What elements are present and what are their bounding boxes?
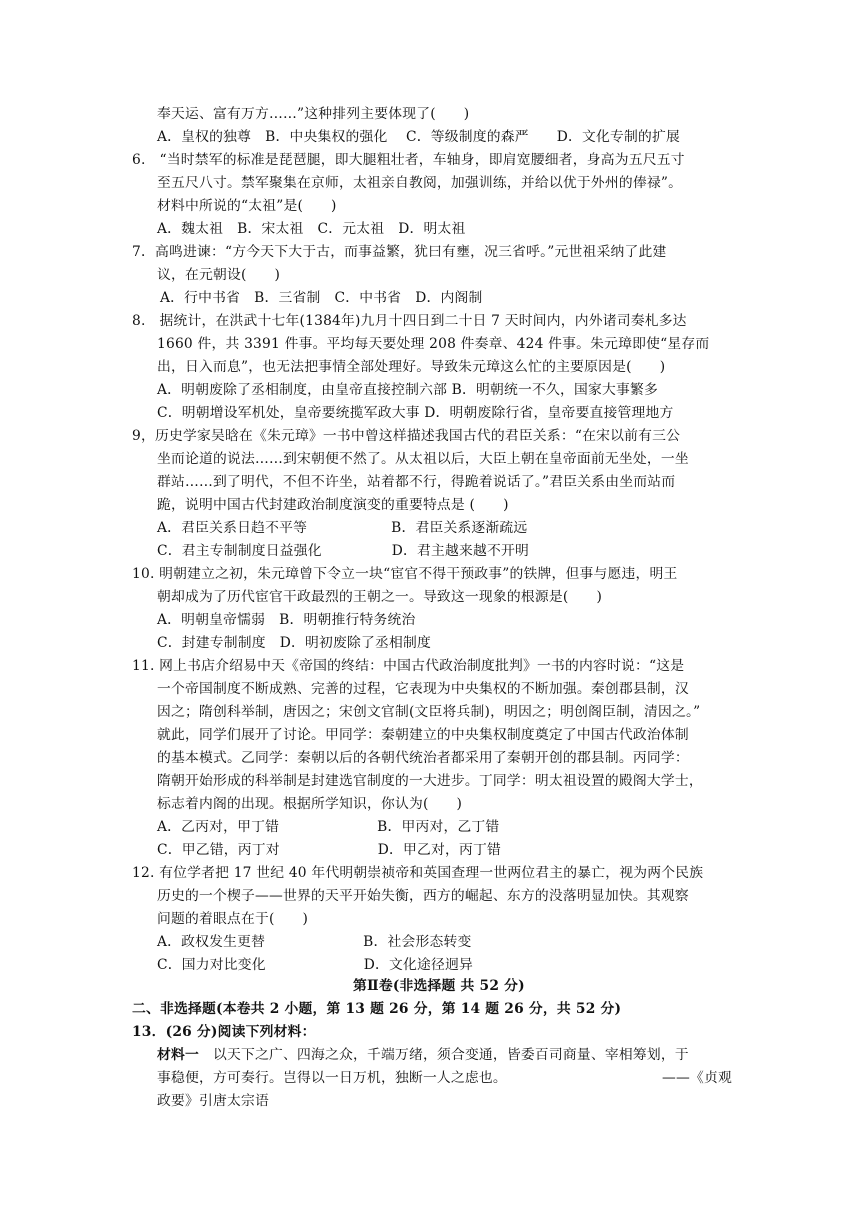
q11-stem-line-5: 的基本模式。乙同学：秦朝以后的各朝代统治者都采用了秦朝开创的郡县制。丙同学： — [157, 750, 689, 766]
q13-heading: 13．(26 分)阅读下列材料： — [132, 1024, 316, 1040]
q9-options-cd: C．君主专制制度日益强化 D．君主越来越不开明 — [157, 543, 529, 559]
q5-stem-tail: 奉天运、富有万方……”这种排列主要体现了( ) — [157, 106, 470, 122]
q11-stem-line-7: 标志着内阁的出现。根据所学知识，你认为( ) — [157, 796, 463, 812]
q13-material-1-source-b: 政要》引唐太宗语 — [157, 1093, 269, 1109]
section-2-title: 第Ⅱ卷(非选择题 共 52 分) — [353, 978, 525, 994]
q8-stem-line-3: 出，日入而息”，也无法把事情全部处理好。导致朱元璋这么忙的主要原因是( ) — [157, 359, 666, 375]
q11-stem-line-1: 11. 网上书店介绍易中天《帝国的终结：中国古代政治制度批判》一书的内容时说：“这是 — [132, 658, 685, 674]
q8-options-ab: A．明朝废除了丞相制度，由皇帝直接控制六部 B．明朝统一不久，国家大事繁多 — [157, 382, 658, 398]
q6-stem-line-1: 6. “当时禁军的标准是琵琶腿，即大腿粗壮者，车轴身，即肩宽腰细者，身高为五尺五寸 — [132, 152, 685, 168]
q12-stem-line-2: 历史的一个楔子——世界的天平开始失衡，西方的崛起、东方的没落明显加快。其观察 — [157, 888, 689, 904]
q11-stem-line-4: 就此，同学们展开了讨论。甲同学：秦朝建立的中央集权制度奠定了中国古代政治体制 — [157, 727, 689, 743]
q13-material-1-line-1 — [157, 1045, 689, 1065]
q9-stem-line-4: 跪，说明中国古代封建政治制度演变的重要特点是 ( ) — [157, 497, 509, 513]
q10-options-ab: A．明朝皇帝懦弱 B．明朝推行特务统治 — [157, 612, 416, 628]
q11-stem-line-6: 隋朝开始形成的科举制是封建选官制度的一大进步。丁同学：明太祖设置的殿阁大学士， — [157, 773, 703, 789]
q12-options-ab: A．政权发生更替 B．社会形态转变 — [157, 934, 472, 950]
q9-stem-line-3: 群站……到了明代，不但不许坐，站着都不行，得跪着说话了。”君臣关系由坐而站而 — [157, 474, 676, 490]
q7-stem-line-1: 7．高鸣进谏：“方今天下大于古，而事益繁，犹曰有壅，况三省呼。”元世祖采纳了此建 — [132, 244, 667, 260]
q13-material-1-source-a: ——《贞观 — [662, 1070, 732, 1086]
q8-options-cd: C．明朝增设军机处，皇帝要统揽军政大事 D．明朝废除行省，皇帝要直接管理地方 — [157, 405, 674, 421]
q10-options-cd: C．封建专制制度 D．明初废除了丞相制度 — [157, 635, 431, 651]
q7-stem-line-2: 议，在元朝设( ) — [157, 267, 281, 283]
q11-stem-line-2: 一个帝国制度不断成熟、完善的过程，它表现为中央集权的不断加强。秦创郡县制，汉 — [157, 681, 689, 697]
q8-stem-line-1: 8. 据统计，在洪武十七年(1384年)九月十四日到二十日 7 天时间内，内外诸司奏札多达 — [132, 313, 687, 329]
q6-stem-line-2: 至五尺八寸。禁军聚集在京师，太祖亲自教阅，加强训练，并给以优于外州的俸禄”。 — [157, 175, 683, 191]
q9-options-ab: A．君臣关系日趋不平等 B．君臣关系逐渐疏远 — [157, 520, 528, 536]
q6-options: A．魏太祖 B．宋太祖 C．元太祖 D．明太祖 — [157, 221, 466, 237]
section-2-instructions: 二、非选择题(本卷共 2 小题，第 13 题 26 分，第 14 题 26 分，共 52 分) — [132, 1001, 622, 1017]
q9-stem-line-2: 坐而论道的说法……到宋朝便不然了。从太祖以后，大臣上朝在皇帝面前无坐处，一坐 — [157, 451, 689, 467]
q11-options-cd: C．甲乙错，丙丁对 D．甲乙对，丙丁错 — [157, 842, 501, 858]
q9-stem-line-1: 9，历史学家吴晗在《朱元璋》一书中曾这样描述我国古代的君臣关系：“在宋以前有三公 — [132, 428, 681, 444]
q12-options-cd: C．国力对比变化 D．文化途径迥异 — [157, 957, 473, 973]
q11-options-ab: A．乙丙对，甲丁错 B．甲丙对，乙丁错 — [157, 819, 500, 835]
q11-stem-line-3: 因之；隋创科举制，唐因之；宋创文官制(文臣将兵制)，明因之；明创阁臣制，清因之。” — [157, 704, 701, 720]
q10-stem-line-1: 10. 明朝建立之初，朱元璋曾下令立一块“宦官不得干预政事”的铁牌，但事与愿违，明王 — [132, 566, 678, 582]
q7-options: A．行中书省 B．三省制 C．中书省 D．内阁制 — [160, 290, 483, 306]
material-1-label: 材料一 — [157, 1047, 199, 1063]
material-1-text: 以天下之广、四海之众，千端万绪，须合变通，皆委百司商量、宰相筹划，于 — [199, 1047, 689, 1063]
q8-stem-line-2: 1660 件，共 3391 件事。平均每天要处理 208 件奏章、424 件事。朱元璋即使“星存而 — [157, 336, 710, 352]
q6-stem-line-3: 材料中所说的“太祖”是( ) — [157, 198, 337, 214]
q5-options: A．皇权的独尊 B．中央集权的强化 C．等级制度的森严 D．文化专制的扩展 — [157, 129, 680, 145]
q13-material-1-line-2: 事稳便，方可奏行。岂得以一日万机，独断一人之虑也。 — [157, 1070, 507, 1086]
q12-stem-line-1: 12. 有位学者把 17 世纪 40 年代明朝崇祯帝和英国查理一世两位君主的暴亡，视为两个民族 — [132, 865, 704, 881]
q10-stem-line-2: 朝却成为了历代宦官干政最烈的王朝之一。导致这一现象的根源是( ) — [157, 589, 603, 605]
q12-stem-line-3: 问题的着眼点在于( ) — [157, 911, 309, 927]
